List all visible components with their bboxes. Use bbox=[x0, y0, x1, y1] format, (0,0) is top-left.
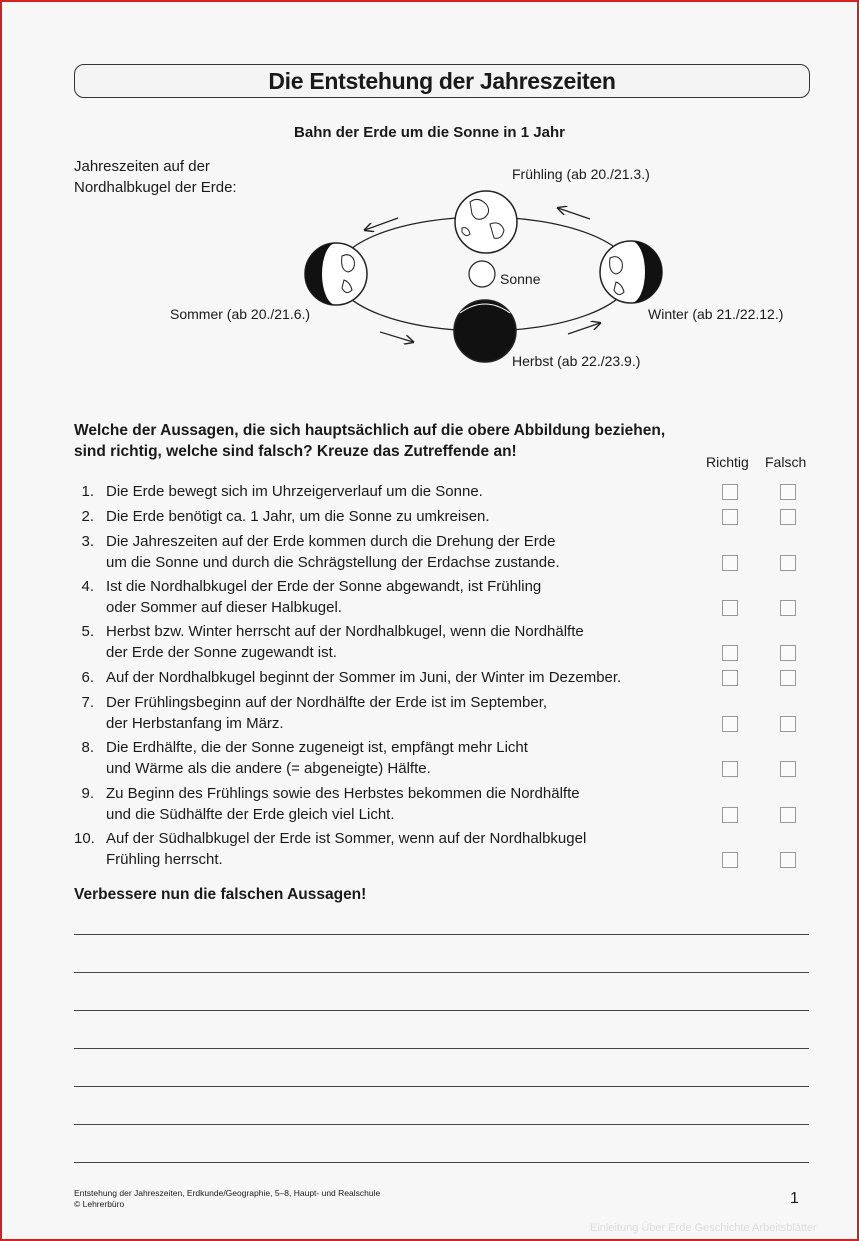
title-box bbox=[74, 64, 810, 98]
question-heading bbox=[74, 420, 714, 462]
writing-line bbox=[74, 1086, 809, 1087]
checkbox-false[interactable] bbox=[780, 645, 796, 661]
checkbox-false[interactable] bbox=[780, 600, 796, 616]
statement-text-line: um die Sonne und durch die Schrägstellung der Erdachse zustande. bbox=[106, 554, 560, 571]
statement-text-line: Auf der Südhalbkugel der Erde ist Sommer, wenn auf der Nordhalbkugel bbox=[106, 830, 587, 847]
column-true-header: Richtig bbox=[706, 454, 749, 470]
statement-number: 4. bbox=[81, 578, 94, 595]
footer bbox=[74, 1188, 574, 1210]
statement-text bbox=[106, 692, 686, 734]
statement-text-line: Die Erde bewegt sich im Uhrzeigerverlauf um die Sonne. bbox=[106, 483, 483, 500]
checkbox-true[interactable] bbox=[722, 761, 738, 777]
checkbox-false[interactable] bbox=[780, 807, 796, 823]
diagram-title: Bahn der Erde um die Sonne in 1 Jahr bbox=[294, 124, 565, 141]
orbit-diagram bbox=[0, 150, 859, 380]
statement-number: 5. bbox=[81, 623, 94, 640]
arrow-icon bbox=[380, 332, 413, 342]
footer-line1: Entstehung der Jahreszeiten, Erdkunde/Geographie, 5–8, Haupt- und Realschule bbox=[74, 1188, 381, 1198]
statement-text bbox=[106, 737, 686, 779]
statement-text-line: Auf der Nordhalbkugel beginnt der Sommer im Juni, der Winter im Dezember. bbox=[106, 669, 622, 686]
checkbox-false[interactable] bbox=[780, 555, 796, 571]
checkbox-false[interactable] bbox=[780, 670, 796, 686]
statement-text-line: Die Erde benötigt ca. 1 Jahr, um die Sonne zu umkreisen. bbox=[106, 508, 490, 525]
statement-text-line: Die Jahreszeiten auf der Erde kommen durch die Drehung der Erde bbox=[106, 533, 556, 550]
checkbox-true[interactable] bbox=[722, 600, 738, 616]
improve-heading: Verbessere nun die falschen Aussagen! bbox=[74, 886, 367, 903]
arrow-icon bbox=[558, 208, 590, 219]
writing-line bbox=[74, 1124, 809, 1125]
statement-text bbox=[106, 506, 686, 527]
writing-line bbox=[74, 934, 809, 935]
question-line1: Welche der Aussagen, die sich hauptsächlich auf die obere Abbildung beziehen, bbox=[74, 422, 666, 439]
statement-text bbox=[106, 531, 686, 573]
statement-text-line: der Erde der Sonne zugewandt ist. bbox=[106, 644, 337, 661]
hemisphere-label-line2: Nordhalbkugel der Erde: bbox=[74, 179, 237, 196]
winter-label: Winter (ab 21./22.12.) bbox=[648, 306, 784, 322]
statement-number: 9. bbox=[81, 785, 94, 802]
statement-text-line: der Herbstanfang im März. bbox=[106, 715, 284, 732]
checkbox-true[interactable] bbox=[722, 852, 738, 868]
earth-spring-icon bbox=[455, 191, 517, 253]
checkbox-true[interactable] bbox=[722, 645, 738, 661]
statement-number: 1. bbox=[81, 483, 94, 500]
statement-text bbox=[106, 576, 686, 618]
statement-number: 8. bbox=[81, 739, 94, 756]
page-number: 1 bbox=[790, 1190, 799, 1207]
checkbox-true[interactable] bbox=[722, 807, 738, 823]
watermark: Einleitung Über Erde Geschichte Arbeitsblätter bbox=[590, 1222, 817, 1234]
checkbox-false[interactable] bbox=[780, 484, 796, 500]
summer-label: Sommer (ab 20./21.6.) bbox=[170, 306, 311, 322]
hemisphere-label-line1: Jahreszeiten auf der bbox=[74, 158, 210, 175]
statement-text-line: und Wärme als die andere (= abgeneigte) Hälfte. bbox=[106, 760, 431, 777]
checkbox-true[interactable] bbox=[722, 484, 738, 500]
statement-text bbox=[106, 481, 686, 502]
sun-label: Sonne bbox=[500, 271, 541, 287]
statement-text bbox=[106, 667, 686, 688]
earth-summer-icon bbox=[305, 243, 367, 305]
checkbox-false[interactable] bbox=[780, 852, 796, 868]
sun bbox=[469, 261, 495, 287]
statement-text bbox=[106, 783, 686, 825]
column-false-header: Falsch bbox=[765, 454, 807, 470]
checkbox-true[interactable] bbox=[722, 555, 738, 571]
writing-line bbox=[74, 1010, 809, 1011]
spring-label: Frühling (ab 20./21.3.) bbox=[512, 166, 650, 182]
statement-number: 2. bbox=[81, 508, 94, 525]
checkbox-false[interactable] bbox=[780, 509, 796, 525]
footer-line2: © Lehrerbüro bbox=[74, 1199, 125, 1209]
arrow-icon bbox=[365, 218, 398, 230]
statement-text-line: und die Südhälfte der Erde gleich viel Licht. bbox=[106, 806, 395, 823]
autumn-label: Herbst (ab 22./23.9.) bbox=[512, 353, 641, 369]
statement-number: 3. bbox=[81, 533, 94, 550]
statement-text bbox=[106, 828, 686, 870]
checkbox-true[interactable] bbox=[722, 509, 738, 525]
question-line2: sind richtig, welche sind falsch? Kreuze das Zutreffende an! bbox=[74, 443, 517, 460]
statement-number: 6. bbox=[81, 669, 94, 686]
statement-text-line: oder Sommer auf dieser Halbkugel. bbox=[106, 599, 342, 616]
checkbox-false[interactable] bbox=[780, 716, 796, 732]
statement-text-line: Frühling herrscht. bbox=[106, 851, 223, 868]
checkbox-false[interactable] bbox=[780, 761, 796, 777]
checkbox-true[interactable] bbox=[722, 670, 738, 686]
earth-autumn-icon bbox=[454, 300, 516, 362]
statement-text-line: Der Frühlingsbeginn auf der Nordhälfte der Erde ist im September, bbox=[106, 694, 548, 711]
statement-text-line: Ist die Nordhalbkugel der Erde der Sonne abgewandt, ist Frühling bbox=[106, 578, 542, 595]
statement-number: 10. bbox=[74, 830, 95, 847]
writing-line bbox=[74, 1048, 809, 1049]
statement-text-line: Zu Beginn des Frühlings sowie des Herbstes bekommen die Nordhälfte bbox=[106, 785, 580, 802]
statement-text bbox=[106, 621, 686, 663]
arrow-icon bbox=[568, 323, 600, 334]
writing-line bbox=[74, 1162, 809, 1163]
statement-text-line: Die Erdhälfte, die der Sonne zugeneigt ist, empfängt mehr Licht bbox=[106, 739, 528, 756]
statement-number: 7. bbox=[81, 694, 94, 711]
writing-line bbox=[74, 972, 809, 973]
page-title: Die Entstehung der Jahreszeiten bbox=[268, 67, 616, 94]
checkbox-true[interactable] bbox=[722, 716, 738, 732]
earth-winter-icon bbox=[600, 241, 662, 303]
statement-text-line: Herbst bzw. Winter herrscht auf der Nordhalbkugel, wenn die Nordhälfte bbox=[106, 623, 584, 640]
